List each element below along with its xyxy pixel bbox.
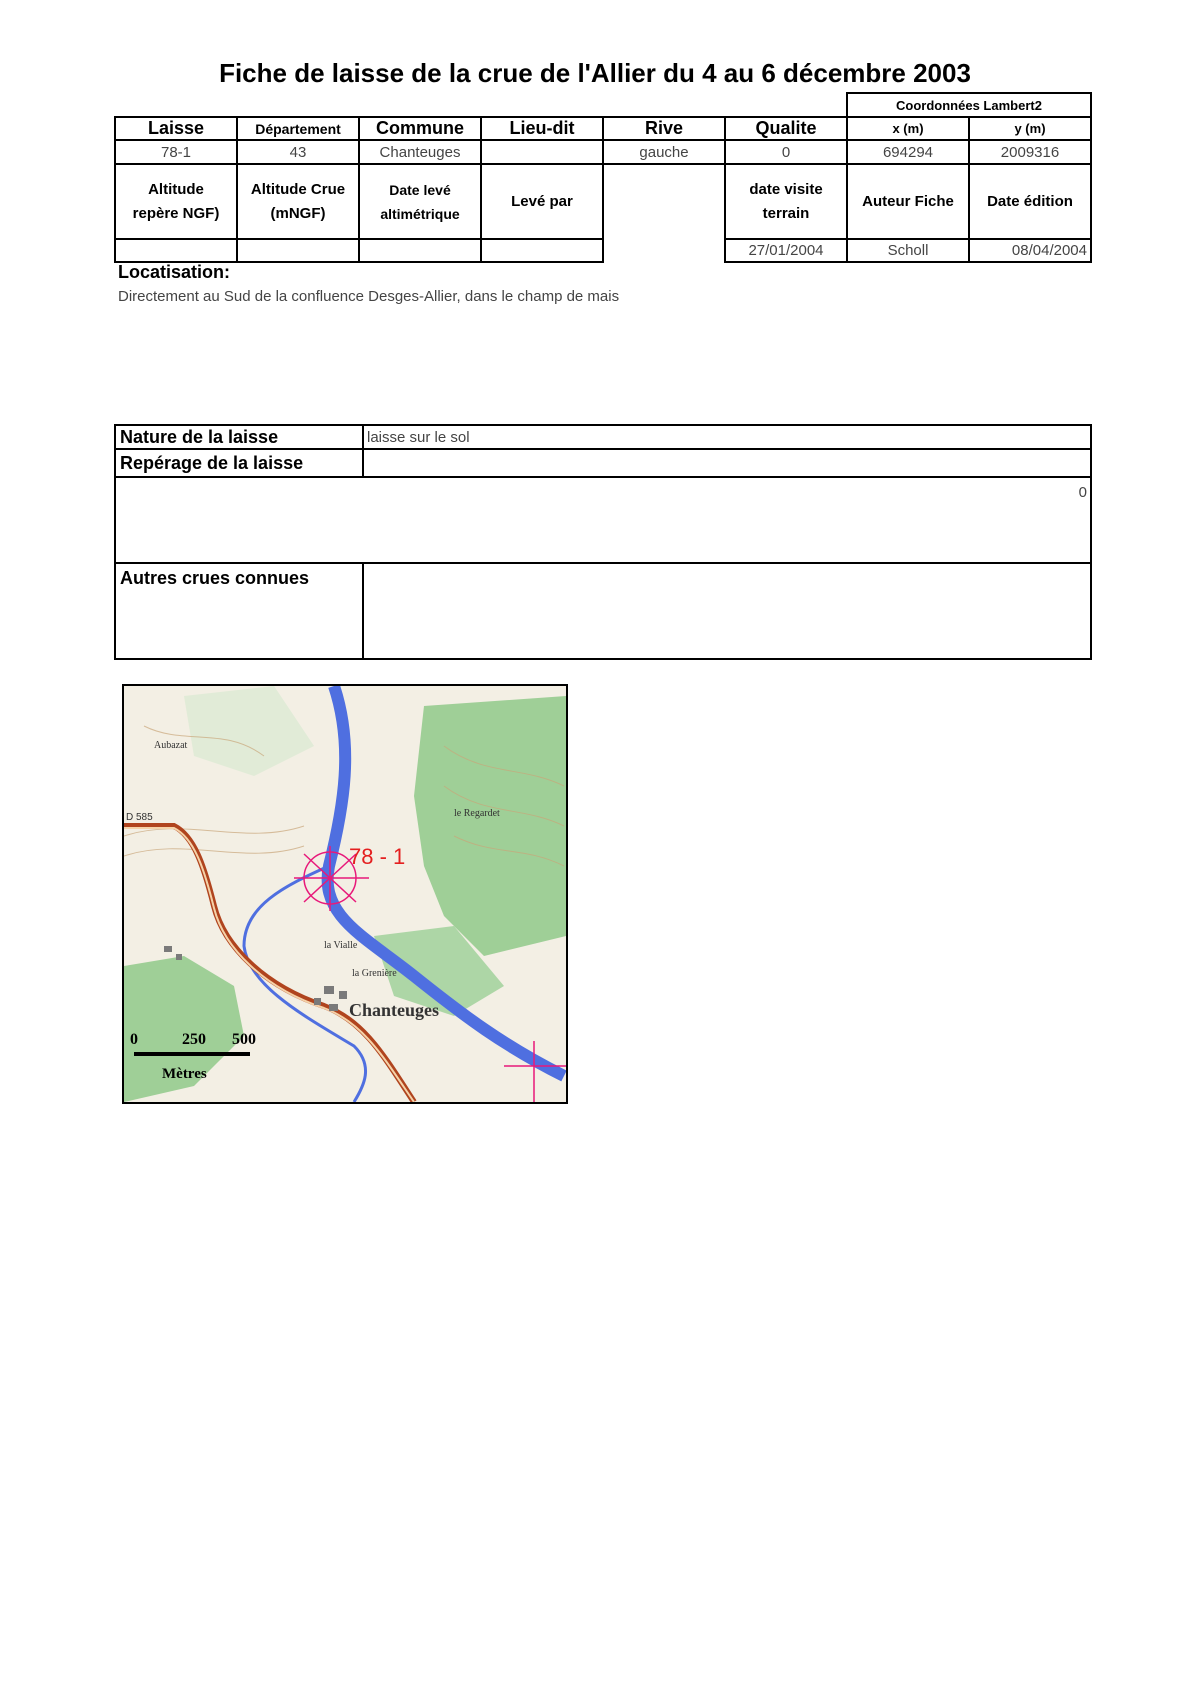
header-x: x (m) — [846, 116, 970, 141]
header-altitude-repere — [114, 163, 238, 240]
scale-bar — [134, 1052, 250, 1056]
reperage-label: Repérage de la laisse — [114, 448, 364, 478]
header-altitude-repere-line1: Altitude — [148, 180, 204, 198]
header-date-visite-line2: terrain — [762, 204, 810, 222]
autres-crues-label: Autres crues connues — [114, 562, 364, 660]
road-label: D 585 — [126, 812, 153, 823]
value-date-visite: 27/01/2004 — [724, 238, 848, 263]
header-rive: Rive — [602, 116, 726, 141]
place-label-vialle: la Vialle — [324, 940, 358, 951]
town-label: Chanteuges — [349, 1000, 440, 1020]
header-leve-par: Levé par — [480, 163, 604, 240]
scale-label-250: 250 — [182, 1031, 206, 1048]
header-altitude-crue — [236, 163, 360, 240]
value-leve-par — [480, 238, 604, 263]
scale-label-500: 500 — [232, 1031, 256, 1048]
marker-label: 78 - 1 — [349, 844, 406, 869]
topographic-map — [124, 686, 566, 1102]
header-date-visite-line1: date visite — [749, 180, 823, 198]
nature-label: Nature de la laisse — [114, 424, 364, 450]
value-altitude-repere — [114, 238, 238, 263]
location-map — [122, 684, 568, 1104]
header-altitude-repere-line2: repère NGF) — [132, 204, 220, 222]
reperage-header-spacer — [362, 448, 1092, 478]
header-date-leve-line2: altimétrique — [380, 205, 460, 222]
header-auteur-fiche: Auteur Fiche — [846, 163, 970, 240]
header-departement: Département — [236, 116, 360, 141]
value-x: 694294 — [846, 139, 970, 165]
value-altitude-crue — [236, 238, 360, 263]
place-label-greniere: la Grenière — [352, 968, 397, 979]
localisation-label: Locatisation: — [118, 262, 231, 282]
value-date-edition: 08/04/2004 — [968, 238, 1092, 263]
header-y: y (m) — [968, 116, 1092, 141]
value-auteur-fiche: Scholl — [846, 238, 970, 263]
value-laisse: 78-1 — [114, 139, 238, 165]
reperage-value: 0 — [114, 476, 1092, 564]
header-altitude-crue-line2: (mNGF) — [270, 204, 326, 222]
value-departement: 43 — [236, 139, 360, 165]
scale-unit: Mètres — [162, 1066, 207, 1082]
value-y: 2009316 — [968, 139, 1092, 165]
header-commune: Commune — [358, 116, 482, 141]
page-title: Fiche de laisse de la crue de l'Allier du 4 au 6 décembre 2003 — [219, 58, 971, 88]
header-date-visite — [724, 163, 848, 240]
value-qualite: 0 — [724, 139, 848, 165]
autres-crues-value — [362, 562, 1092, 660]
header-qualite: Qualite — [724, 116, 848, 141]
header-laisse: Laisse — [114, 116, 238, 141]
place-label-regardet: le Regardet — [454, 808, 500, 819]
scale-label-0: 0 — [130, 1031, 138, 1048]
coords-header: Coordonnées Lambert2 — [846, 92, 1092, 118]
nature-value: laisse sur le sol — [362, 424, 1092, 450]
header-date-leve — [358, 163, 482, 240]
header-altitude-crue-line1: Altitude Crue — [250, 180, 346, 198]
value-commune: Chanteuges — [358, 139, 482, 165]
place-label-aubazat: Aubazat — [154, 740, 188, 751]
header-lieu-dit: Lieu-dit — [480, 116, 604, 141]
value-date-leve — [358, 238, 482, 263]
value-rive: gauche — [602, 139, 726, 165]
localisation-text: Directement au Sud de la confluence Desges-Allier, dans le champ de mais — [118, 288, 620, 305]
value-lieu-dit — [480, 139, 604, 165]
header-date-leve-line1: Date levé — [389, 181, 451, 198]
header-date-edition: Date édition — [968, 163, 1092, 240]
